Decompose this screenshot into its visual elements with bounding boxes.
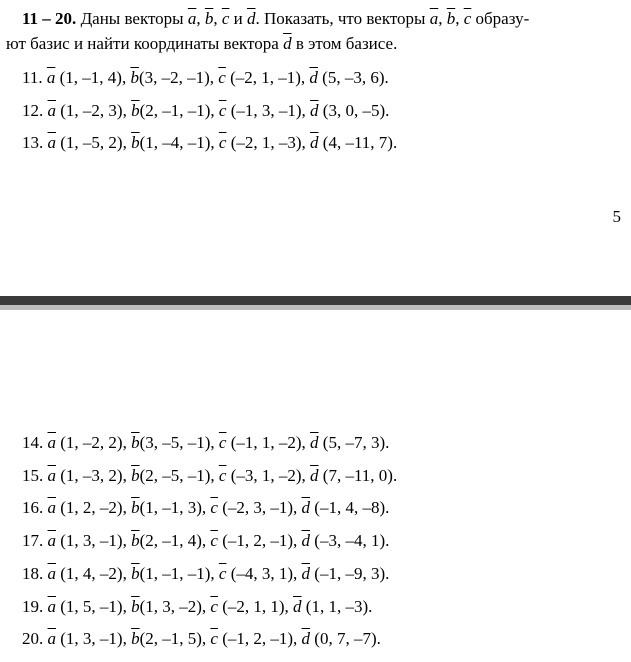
- vector-d-symbol: $\overline{d}$: [247, 9, 256, 28]
- problem-line: [22, 596, 372, 618]
- vector-a-coords: (1, –3, 2),: [60, 465, 127, 485]
- vector-c-coords: (–2, 1, 1),: [222, 596, 289, 616]
- problem-number: 16.: [22, 498, 44, 518]
- vector-d-symbol: $\overline{d}$: [310, 100, 319, 120]
- vector-c-coords: (–1, 1, –2),: [230, 433, 306, 452]
- vector-b-coords: (2, –1, 5),: [139, 629, 207, 649]
- vector-a-symbol: $\overline{a}$: [47, 100, 56, 120]
- vector-c-symbol: $\overline{c}$: [210, 596, 218, 616]
- vector-d-symbol: $\overline{d}$: [301, 498, 311, 518]
- vector-b-symbol: $\overline{b}$: [131, 596, 140, 616]
- vector-a-symbol: $\overline{a}$: [47, 433, 56, 452]
- problem-number: 15.: [22, 465, 44, 485]
- vector-d-coords: (0, 7, –7).: [314, 629, 381, 649]
- vector-b-coords: (1, –1, 3),: [139, 498, 207, 518]
- vector-a-symbol: $\overline{a}$: [47, 563, 56, 583]
- problem-number: 20.: [22, 629, 44, 649]
- problem-number: 12.: [22, 100, 44, 120]
- vector-d-coords: (–1, 4, –8).: [314, 498, 390, 518]
- problem-number: 19.: [22, 596, 44, 616]
- vector-d-symbol: $\overline{d}$: [301, 531, 311, 551]
- vector-c-symbol: $\overline{c}$: [218, 433, 227, 452]
- vector-c-coords: (–4, 3, 1),: [230, 563, 298, 583]
- vector-b-coords: (1, 3, –2),: [139, 596, 207, 616]
- vector-a-coords: (1, –2, 3),: [60, 100, 127, 120]
- vector-b-coords: (2, –5, –1),: [139, 465, 215, 485]
- vector-a-coords: (1, 3, –1),: [60, 531, 127, 551]
- vector-c-symbol: $\overline{c}$: [210, 531, 218, 551]
- header-line-2: ют базис и найти координаты вектора $\overline{d}$ в этом базисе.: [6, 34, 398, 53]
- vector-d-symbol: $\overline{d}$: [310, 133, 319, 152]
- vector-d-coords: (7, –11, 0).: [322, 465, 398, 485]
- header-line-1: 11 – 20. Даны векторы $\overline{a}$, $\overline{b}$, $\overline{c}$ и $\overline{d}$. Показать, что векторы $\overline{a}$, $\overline{b}$, $\overline{c}$ образу-: [22, 9, 530, 28]
- vector-a-coords: (1, 3, –1),: [60, 629, 127, 649]
- vector-a-symbol: $\overline{a}$: [47, 498, 56, 518]
- vector-b-coords: (3, –5, –1),: [139, 433, 215, 452]
- page-separator: [0, 296, 631, 310]
- vector-a-coords: (1, –1, 4),: [59, 68, 127, 87]
- vector-b-symbol: $\overline{b}$: [131, 433, 140, 452]
- vector-c-symbol: $\overline{c}$: [218, 465, 227, 485]
- vector-d-coords: (3, 0, –5).: [322, 100, 390, 120]
- vector-d-symbol: $\overline{d}$: [293, 596, 302, 616]
- problem-number: 18.: [22, 563, 44, 583]
- problem-line: [22, 465, 397, 487]
- vector-d-coords: (5, –7, 3).: [322, 433, 390, 452]
- vector-a-coords: (1, –5, 2),: [60, 133, 127, 152]
- problem-number: 13.: [22, 133, 44, 152]
- vector-b-coords: (1, –4, –1),: [139, 133, 215, 152]
- vector-c-symbol: $\overline{c}$: [210, 498, 218, 518]
- vector-a-symbol: $\overline{a}$: [47, 531, 56, 551]
- vector-c-coords: (–2, 1, –3),: [230, 133, 306, 152]
- page-separator-light: [0, 305, 631, 310]
- problem-range: 11 – 20.: [22, 9, 77, 28]
- vector-d-coords: (1, 1, –3).: [305, 596, 373, 616]
- vector-b-symbol: $\overline{b}$: [131, 563, 140, 583]
- vector-d-coords: (–1, –9, 3).: [314, 563, 390, 583]
- vector-c-coords: (–2, 3, –1),: [222, 498, 298, 518]
- problem-line: [22, 497, 389, 519]
- problem-number: 14.: [22, 433, 44, 452]
- vector-a-symbol: $\overline{a}$: [47, 629, 56, 649]
- vector-d-symbol: $\overline{d}$: [310, 465, 319, 485]
- vector-c-coords: (–1, 3, –1),: [230, 100, 306, 120]
- vector-b-coords: (1, –1, –1),: [139, 563, 215, 583]
- vector-d-symbol: $\overline{d}$: [301, 563, 311, 583]
- vector-c-coords: (–2, 1, –1),: [230, 68, 306, 87]
- vector-d-coords: (4, –11, 7).: [322, 133, 398, 152]
- vector-d-symbol: $\overline{d}$: [301, 629, 311, 649]
- vector-c-symbol: $\overline{c}$: [218, 68, 226, 87]
- vector-d-coords: (–3, –4, 1).: [314, 531, 390, 551]
- vector-c-coords: (–1, 2, –1),: [222, 629, 298, 649]
- vector-b-coords: (3, –2, –1),: [138, 68, 215, 87]
- vector-b-symbol: $\overline{b}$: [130, 68, 139, 87]
- vector-c-symbol: $\overline{c}$: [218, 563, 227, 583]
- vector-b-symbol: $\overline{b}$: [131, 498, 140, 518]
- vector-c-symbol: $\overline{c}$: [218, 100, 227, 120]
- vector-a-coords: (1, 4, –2),: [60, 563, 127, 583]
- vector-a-symbol: $\overline{a}$: [47, 596, 56, 616]
- problem-line: [22, 530, 389, 552]
- problem-line: [22, 432, 389, 454]
- vector-c-coords: (–1, 2, –1),: [222, 531, 298, 551]
- vector-a-coords: (1, –2, 2),: [60, 433, 127, 452]
- page-number: 5: [612, 207, 621, 226]
- vector-d-coords: (5, –3, 6).: [322, 68, 389, 87]
- vector-b-symbol: $\overline{b}$: [204, 9, 214, 28]
- vector-b-symbol: $\overline{b}$: [131, 629, 140, 649]
- problem-line: [22, 628, 381, 650]
- vector-c-symbol: $\overline{c}$: [210, 629, 218, 649]
- vector-b-symbol: $\overline{b}$: [131, 133, 140, 152]
- problem-number: 17.: [22, 531, 44, 551]
- vector-b-symbol: $\overline{b}$: [131, 531, 140, 551]
- vector-c-symbol: $\overline{c}$: [218, 133, 227, 152]
- page-separator-dark: [0, 296, 631, 305]
- vector-a-symbol: $\overline{a}$: [47, 133, 56, 152]
- vector-a-coords: (1, 2, –2),: [60, 498, 127, 518]
- vector-a-coords: (1, 5, –1),: [60, 596, 127, 616]
- vector-a-symbol: $\overline{a}$: [46, 68, 56, 87]
- problem-number: 11.: [22, 68, 43, 87]
- vector-b-symbol: $\overline{b}$: [131, 100, 140, 120]
- vector-d-symbol: $\overline{d}$: [309, 68, 318, 87]
- problem-line: [22, 563, 389, 585]
- problem-line: [22, 100, 389, 122]
- vector-a-symbol: $\overline{a}$: [47, 465, 56, 485]
- vector-d-symbol: $\overline{d}$: [310, 433, 319, 452]
- vector-b-coords: (2, –1, 4),: [139, 531, 207, 551]
- vector-c-symbol: $\overline{c}$: [221, 9, 230, 28]
- vector-b-coords: (2, –1, –1),: [139, 100, 215, 120]
- vector-a-symbol: $\overline{a}$: [187, 9, 197, 28]
- problem-line: [22, 132, 397, 154]
- vector-b-symbol: $\overline{b}$: [131, 465, 140, 485]
- problem-line: [22, 67, 389, 89]
- vector-c-coords: (–3, 1, –2),: [230, 465, 306, 485]
